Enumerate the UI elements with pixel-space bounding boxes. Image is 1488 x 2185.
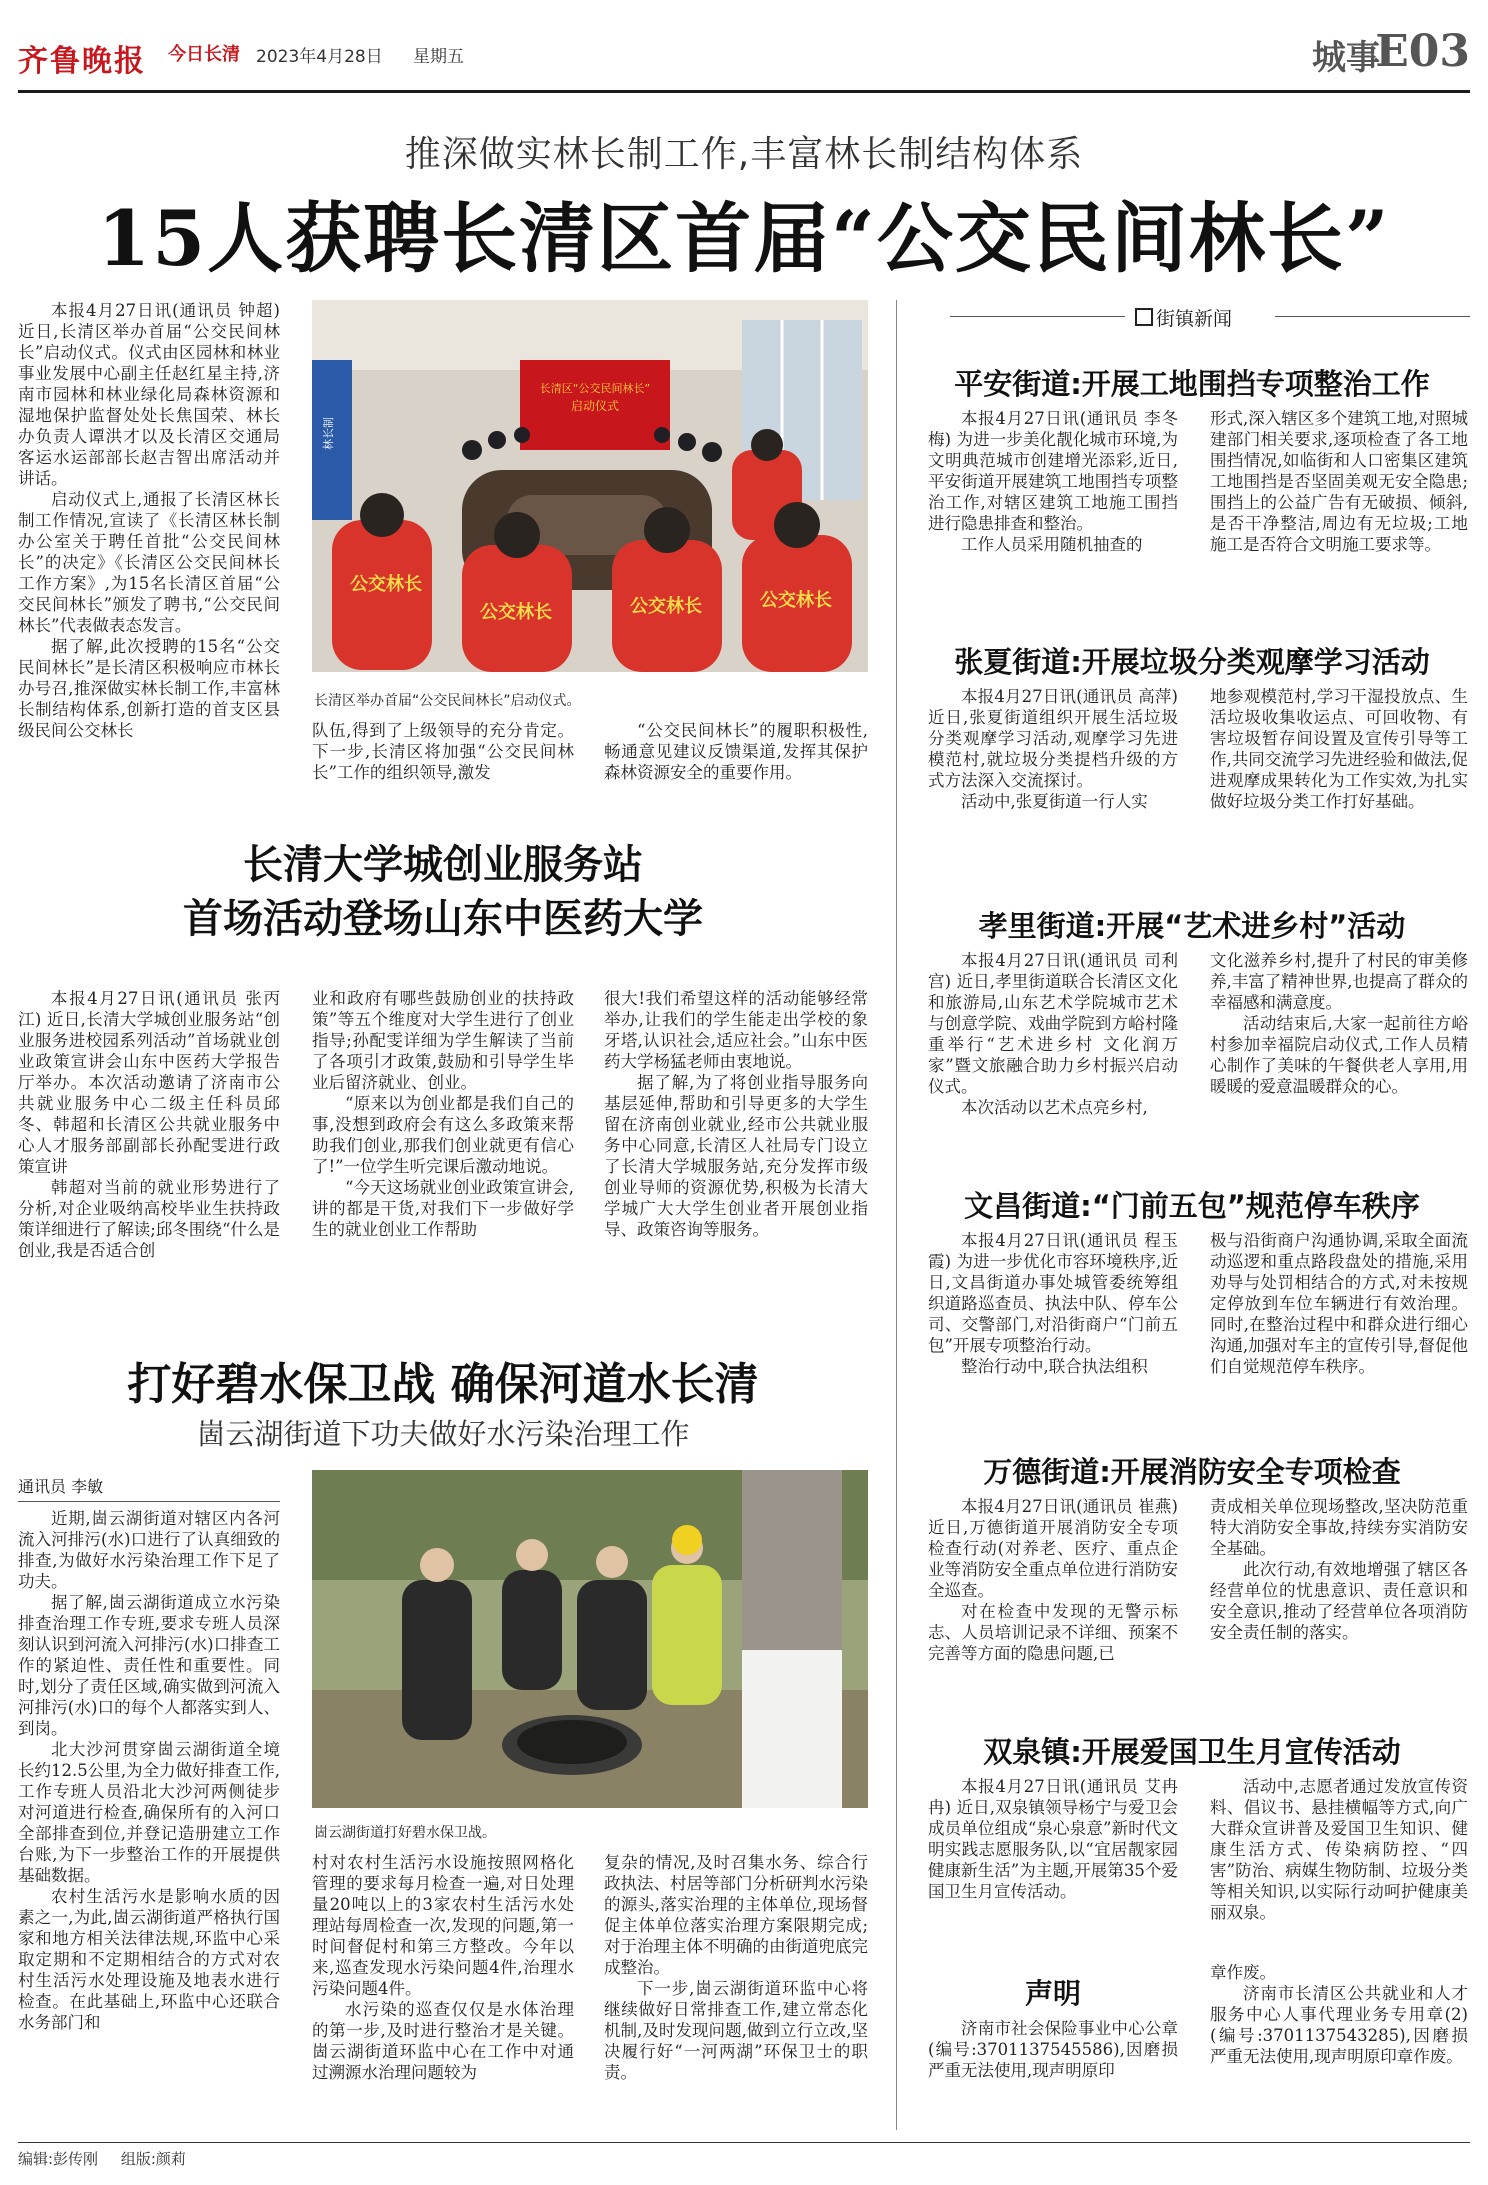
paragraph: “今天这场就业创业政策宣讲会,讲的都是干货,对我们下一步做好学生的就业创业工作帮助 xyxy=(312,1178,574,1239)
section-tag xyxy=(950,304,1470,330)
story1-column-2 xyxy=(312,720,574,783)
brief-wande-col1 xyxy=(928,1496,1178,1664)
footer-rule xyxy=(18,2142,1470,2143)
paragraph: 据了解,崮云湖街道成立水污染排查治理工作专班,要求专班人员深刻认识到河流入河排污(水)口排查工作的紧迫性、责任性和重要性。同时,划分了责任区域,确实做到河流入河排污(水)口的每个人都落实到人、到岗。 xyxy=(18,1593,280,1738)
paragraph: “公交民间林长”的履职积极性,畅通意见建议反馈渠道,发挥其保护森林资源安全的重要作用。 xyxy=(604,721,868,782)
paragraph: 复杂的情况,及时召集水务、综合行政执法、村居等部门分析研判水污染的源头,落实治理的主体单位,现场督促主体单位落实治理方案限期完成;对于治理主体不明确的由街道兜底完成整治。 xyxy=(604,1853,868,1977)
paragraph: 据了解,为了将创业指导服务向基层延伸,帮助和引导更多的大学生留在济南创业就业,经市公共就业服务中心同意,长清区人社局专门设立了长清大学城服务站,充分发挥市级创业导师的资源优势,积极为长清大学城广大大学生创业者开展创业指导、政策咨询等服务。 xyxy=(604,1073,868,1239)
story3-photo-caption: 崮云湖街道打好碧水保卫战。 xyxy=(314,1825,496,1841)
story1-photo xyxy=(312,300,868,672)
section-name: 城事 xyxy=(1312,38,1380,78)
meeting-photo-illustration xyxy=(312,300,868,672)
story2-column-3 xyxy=(604,988,868,1240)
section-tag-text: 街镇新闻 xyxy=(1156,308,1233,330)
paragraph: 队伍,得到了上级领导的充分肯定。下一步,长清区将加强“公交民间林长”工作的组织领导,激发 xyxy=(312,721,574,782)
brief-shuangquan-col1 xyxy=(928,1776,1178,1902)
story3-column-2 xyxy=(312,1852,574,2083)
notice-title: 声明 xyxy=(1024,1977,1081,2010)
issue-date: 2023年4月28日 xyxy=(256,47,383,67)
story1-headline: 15人获聘长清区首届“公交民间林长” xyxy=(97,194,1391,283)
story1-photo-caption: 长清区举办首届“公交民间林长”启动仪式。 xyxy=(314,693,581,709)
story3-kicker: 崮云湖街道下功夫做好水污染治理工作 xyxy=(196,1417,690,1451)
brief-pingan-col2 xyxy=(1210,408,1468,555)
paragraph: 据了解,此次授聘的15名“公交民间林长”是长清区积极响应市林长办号召,推深做实林长制工作,丰富林长制结构体系,创新打造的首支区县级民间公交林长 xyxy=(18,637,280,740)
brief-headline-wenchang: 文昌街道:“门前五包”规范停车秩序 xyxy=(964,1189,1420,1223)
paragraph: 工作人员采用随机抽查的 xyxy=(961,535,1143,554)
brief-headline-wande: 万德街道:开展消防安全专项检查 xyxy=(983,1455,1401,1489)
paragraph: 本报4月27日讯(通讯员 程玉霞) 为进一步优化市容环境秩序,近日,文昌街道办事处城管委统筹组织道路巡查员、执法中队、停车公司、交警部门,对沿街商户“门前五包”开展专项整治行动。 xyxy=(928,1231,1178,1355)
story2-headline-line-2: 首场活动登场山东中医药大学 xyxy=(183,895,703,942)
paragraph: 形式,深入辖区多个建筑工地,对照城建部门相关要求,逐项检查了各工地围挡情况,如临街和人口密集区建筑工地围挡是否坚固美观无安全隐患;围挡上的公益广告有无破损、倾斜,是否干净整洁,周边有无垃圾;工地施工是否符合文明施工要求等。 xyxy=(1210,409,1468,554)
paragraph: 本报4月27日讯(通讯员 张丙江) 近日,长清大学城创业服务站“创业服务进校园系列活动”首场就业创业政策宣讲会山东中医药大学报告厅举办。本次活动邀请了济南市公共就业服务中心二级主任科员邱冬、韩超和长清区公共就业服务中心人才服务部副部长孙配雯进行政策宣讲 xyxy=(18,989,280,1176)
brief-headline-xiaoli: 孝里街道:开展“艺术进乡村”活动 xyxy=(978,909,1406,943)
paragraph: 水污染的巡查仅仅是水体治理的第一步,及时进行整治才是关键。崮云湖街道环监中心在工作中对通过溯源水治理问题较为 xyxy=(312,2000,574,2082)
page-number: E03 xyxy=(1375,26,1470,77)
paragraph: 业和政府有哪些鼓励创业的扶持政策”等五个维度对大学生进行了创业指导;孙配雯详细为学生解读了当前了各项引才政策,鼓励和引导学生毕业后留济就业、创业。 xyxy=(312,989,574,1092)
brief-wenchang-col1 xyxy=(928,1230,1178,1377)
paragraph: 北大沙河贯穿崮云湖街道全境长约12.5公里,为全力做好排查工作,工作专班人员沿北大沙河两侧徒步对河道进行检查,确保所有的入河口全部排查到位,并登记造册建立工作台账,为下一步整治工作的开展提供基础数据。 xyxy=(18,1740,280,1885)
brief-wande-col2 xyxy=(1210,1496,1468,1643)
story1-column-3 xyxy=(604,720,868,783)
story3-photo xyxy=(312,1470,868,1808)
paragraph: 本报4月27日讯(通讯员 崔燕) 近日,万德街道开展消防安全专项检查行动(对养老、医疗、重点企业等消防安全重点单位进行消防安全巡查。 xyxy=(928,1497,1178,1600)
paragraph: 活动中,张夏街道一行人实 xyxy=(961,792,1148,811)
vest-text-1: 公交林长 xyxy=(350,574,422,595)
story1-column-1 xyxy=(18,300,280,741)
brief-zhangxia-col2 xyxy=(1210,686,1468,812)
vest-text-2: 公交林长 xyxy=(480,602,552,623)
paragraph: 此次行动,有效地增强了辖区各经营单位的忧患意识、责任意识和安全意识,推动了经营单位各项消防安全责任制的落实。 xyxy=(1210,1560,1468,1642)
story2-column-1 xyxy=(18,988,280,1261)
story3-column-1 xyxy=(18,1508,280,2033)
brief-headline-zhangxia: 张夏街道:开展垃圾分类观摩学习活动 xyxy=(954,645,1430,679)
paragraph: “原来以为创业都是我们自己的事,没想到政府会有这么多政策来帮助我们创业,那我们创业就更有信心了!”一位学生听完课后激动地说。 xyxy=(312,1094,574,1176)
banner-text-1: 长清区“公交民间林长” xyxy=(539,382,651,395)
brief-pingan-col1 xyxy=(928,408,1178,555)
column-separator xyxy=(896,300,897,2130)
brief-wenchang-col2 xyxy=(1210,1230,1468,1377)
masthead xyxy=(18,26,1470,93)
notice-col1 xyxy=(928,2018,1178,2081)
paragraph: 活动中,志愿者通过发放宣传资料、倡议书、悬挂横幅等方式,向广大群众宣讲普及爱国卫生知识、健康生活方式、传染病防控、“四害”防治、病媒生物防制、垃圾分类等相关知识,以实际行动呵护健康美丽双泉。 xyxy=(1210,1777,1468,1922)
section-tag-rule-left xyxy=(950,316,1125,317)
section-square-icon xyxy=(1135,308,1153,326)
paragraph: 活动结束后,大家一起前往方峪村参加幸福院启动仪式,工作人员精心制作了美味的午餐供老人享用,用暖暖的爱意温暖群众的心。 xyxy=(1210,1014,1468,1096)
paragraph: 整治行动中,联合执法组积 xyxy=(961,1357,1148,1376)
paragraph: 济南市社会保险事业中心公章(编号:3701137545586),因磨损严重无法使用,现声明原印 xyxy=(928,2019,1178,2080)
brief-headline-pingan: 平安街道:开展工地围挡专项整治工作 xyxy=(954,367,1430,401)
paragraph: 很大!我们希望这样的活动能够经常举办,让我们的学生能走出学校的象牙塔,认识社会,适应社会。”山东中医药大学杨猛老师由衷地说。 xyxy=(604,989,868,1071)
paragraph: 责成相关单位现场整改,坚决防范重特大消防安全事故,持续夯实消防安全基础。 xyxy=(1210,1497,1468,1558)
brief-zhangxia-col1 xyxy=(928,686,1178,812)
footer-credits xyxy=(18,2148,186,2169)
paragraph: 下一步,崮云湖街道环监中心将继续做好日常排查工作,建立常态化机制,及时发现问题,做到立行立改,坚决履行好“一河两湖”环保卫士的职责。 xyxy=(604,1979,868,2082)
story3-column-3 xyxy=(604,1852,868,2083)
section-tag-label xyxy=(1135,304,1232,331)
newspaper-logo: 齐鲁晚报 xyxy=(18,44,146,79)
issue-weekday: 星期五 xyxy=(413,47,464,67)
vest-text-3: 公交林长 xyxy=(630,596,702,617)
paragraph: 韩超对当前的就业形势进行了分析,对企业吸纳高校毕业生扶持政策详细进行了解读;邱冬围绕“什么是创业,我是否适合创 xyxy=(18,1178,280,1260)
edition-badge: 今日长清 xyxy=(168,44,240,65)
layout-credit: 组版:颜莉 xyxy=(120,2150,186,2168)
paragraph: 农村生活污水是影响水质的因素之一,为此,崮云湖街道严格执行国家和地方相关法律法规,环监中心采取定期和不定期相结合的方式对农村生活污水处理设施及地表水进行检查。在此基础上,环监中心还联合水务部门和 xyxy=(18,1887,280,2032)
editor-credit: 编辑:彭传刚 xyxy=(18,2150,99,2168)
paragraph: 本报4月27日讯(通讯员 艾冉冉) 近日,双泉镇领导杨宁与爱卫会成员单位组成“泉心泉意”新时代文明实践志愿服务队,以“宜居靓家园 健康新生活”为主题,开展第35个爱国卫生月宣传活动。 xyxy=(928,1777,1178,1901)
paragraph: 极与沿街商户沟通协调,采取全面流动巡逻和重点路段盘处的措施,采用劝导与处罚相结合的方式,对未按规定停放到车位车辆进行有效治理。同时,在整治过程中和群众进行细心沟通,加强对车主的宣传引导,督促他们自觉规范停车秩序。 xyxy=(1210,1231,1468,1376)
paragraph: 本次活动以艺术点亮乡村, xyxy=(961,1098,1148,1117)
story2-headline xyxy=(18,838,868,946)
paragraph: 对在检查中发现的无警示标志、人员培训记录不详细、预案不完善等方面的隐患问题,已 xyxy=(928,1602,1178,1663)
paragraph: 济南市长清区公共就业和人才服务中心人事代理业务专用章(2)(编号:3701137543285),因磨损严重无法使用,现声明原印章作废。 xyxy=(1210,1984,1468,2066)
paragraph: 本报4月27日讯(通讯员 司利宫) 近日,孝里街道联合长清区文化和旅游局,山东艺术学院城市艺术与创意学院、戏曲学院到方峪村隆重举行“艺术进乡村 文化润万家”暨文旅融合助力乡村振兴启动仪式。 xyxy=(928,951,1178,1096)
brief-shuangquan-col2 xyxy=(1210,1776,1468,1923)
paragraph: 启动仪式上,通报了长清区林长制工作情况,宣读了《长清区林长制办公室关于聘任首批“公交民间林长”的决定》《长清区公交民间林长工作方案》,为15名长清区首届“公交民间林长”颁发了聘书,“公交民间林长”代表做表态发言。 xyxy=(18,490,280,635)
paragraph: 本报4月27日讯(通讯员 钟超) 近日,长清区举办首届“公交民间林长”启动仪式。仪式由区园林和林业事业发展中心副主任赵红星主持,济南市园林和林业绿化局森林资源和湿地保护监督处处长焦国荣、林长办负责人谭洪才以及长清区交通局客运水运部部长赵吉智出席活动并讲话。 xyxy=(18,301,280,488)
story3-byline: 通讯员 李敏 xyxy=(18,1474,280,1502)
river-inspection-photo-illustration xyxy=(312,1470,868,1808)
notice-col2 xyxy=(1210,1962,1468,2067)
paragraph: 章作废。 xyxy=(1210,1963,1276,1982)
story2-column-2 xyxy=(312,988,574,1240)
vest-text-4: 公交林长 xyxy=(760,590,832,611)
story2-headline-line-1: 长清大学城创业服务站 xyxy=(243,841,643,888)
paragraph: 本报4月27日讯(通讯员 高萍) 近日,张夏街道组织开展生活垃圾分类观摩学习活动,观摩学习先进模范村,就垃圾分类提档升级的方式方法深入交流探讨。 xyxy=(928,687,1178,790)
brief-xiaoli-col1 xyxy=(928,950,1178,1118)
paragraph: 村对农村生活污水设施按照网格化管理的要求每月检查一遍,对日处理量20吨以上的3家农村生活污水处理站每周检查一次,发现的问题,第一时间督促村和第三方整改。今年以来,巡查发现水污染问题4件,治理水污染问题4件。 xyxy=(312,1853,574,1998)
brief-headline-shuangquan: 双泉镇:开展爱国卫生月宣传活动 xyxy=(983,1735,1401,1769)
side-panel-text: 林长制 xyxy=(322,417,335,450)
paragraph: 近期,崮云湖街道对辖区内各河流入河排污(水)口进行了认真细致的排查,为做好水污染治理工作下足了功夫。 xyxy=(18,1509,280,1591)
story3-headline: 打好碧水保卫战 确保河道水长清 xyxy=(127,1359,759,1410)
paragraph: 本报4月27日讯(通讯员 李冬梅) 为进一步美化靓化城市环境,为文明典范城市创建增光添彩,近日,平安街道开展建筑工地围挡专项整治工作,对辖区建筑工地施工围挡进行隐患排查和整治。 xyxy=(928,409,1178,533)
banner-text-2: 启动仪式 xyxy=(570,399,620,413)
section-tag-rule-right xyxy=(1275,316,1470,317)
story1-kicker: 推深做实林长制工作,丰富林长制结构体系 xyxy=(404,134,1084,175)
paragraph: 文化滋养乡村,提升了村民的审美修养,丰富了精神世界,也提高了群众的幸福感和满意度。 xyxy=(1210,951,1468,1012)
brief-xiaoli-col2 xyxy=(1210,950,1468,1097)
paragraph: 地参观模范村,学习干湿投放点、生活垃圾收集收运点、可回收物、有害垃圾暂存间设置及宣传引导等工作,共同交流学习先进经验和做法,促进观摩成果转化为工作实效,为扎实做好垃圾分类工作打好基础。 xyxy=(1210,687,1468,811)
